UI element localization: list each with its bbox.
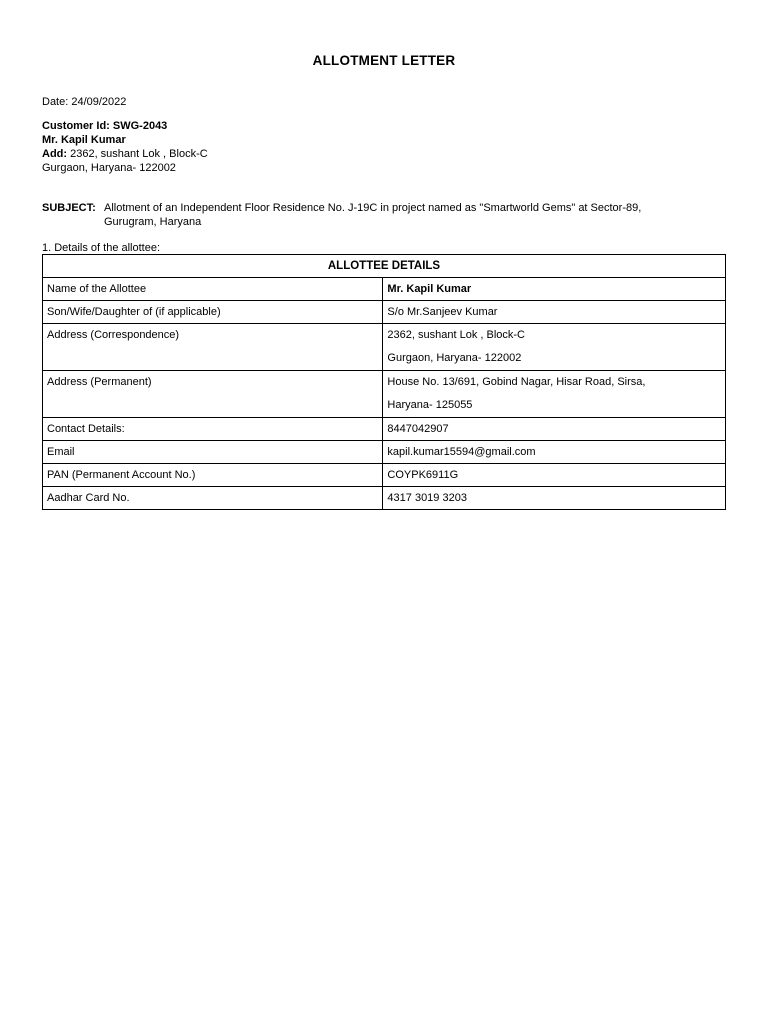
customer-address-line-1 <box>42 147 208 161</box>
subject-label: SUBJECT: <box>42 202 96 214</box>
row-value-line-1: House No. 13/691, Gobind Nagar, Hisar Road, Sirsa, <box>387 376 646 388</box>
row-value-multiline <box>383 371 726 418</box>
table-header: ALLOTTEE DETAILS <box>43 255 726 278</box>
row-label: Email <box>43 441 383 464</box>
table-row <box>43 324 726 371</box>
customer-id: Customer Id: SWG-2043 <box>42 120 168 132</box>
subject-text-line-1: Allotment of an Independent Floor Residence No. J-19C in project named as "Smartworld Gems" at Sector-89, <box>104 202 642 214</box>
table-row <box>43 301 726 324</box>
row-label: Name of the Allottee <box>43 278 383 301</box>
row-label: PAN (Permanent Account No.) <box>43 464 383 487</box>
document-title: ALLOTMENT LETTER <box>312 53 456 68</box>
row-label: Address (Permanent) <box>43 371 383 418</box>
row-value: 4317 3019 3203 <box>383 487 726 510</box>
allottee-details-table <box>42 254 726 510</box>
table-row <box>43 464 726 487</box>
section-heading: 1. Details of the allottee: <box>42 242 161 254</box>
row-value: S/o Mr.Sanjeev Kumar <box>383 301 726 324</box>
address-value: 2362, sushant Lok , Block-C <box>67 148 208 160</box>
date-line: Date: 24/09/2022 <box>42 96 127 108</box>
row-value-line-2: Gurgaon, Haryana- 122002 <box>387 352 522 364</box>
row-label: Contact Details: <box>43 418 383 441</box>
table-row <box>43 487 726 510</box>
subject-text <box>104 201 724 229</box>
row-value: COYPK6911G <box>383 464 726 487</box>
row-label: Son/Wife/Daughter of (if applicable) <box>43 301 383 324</box>
table-row <box>43 441 726 464</box>
row-value-line-1: 2362, sushant Lok , Block-C <box>387 329 525 341</box>
row-value: kapil.kumar15594@gmail.com <box>383 441 726 464</box>
table-header-row <box>43 255 726 278</box>
row-value: 8447042907 <box>383 418 726 441</box>
row-value: Mr. Kapil Kumar <box>383 278 726 301</box>
row-value-multiline <box>383 324 726 371</box>
customer-name: Mr. Kapil Kumar <box>42 134 126 146</box>
customer-address-line-2: Gurgaon, Haryana- 122002 <box>42 162 176 174</box>
table-row <box>43 418 726 441</box>
table-row <box>43 278 726 301</box>
row-label: Aadhar Card No. <box>43 487 383 510</box>
row-label: Address (Correspondence) <box>43 324 383 371</box>
subject-text-line-2: Gurugram, Haryana <box>104 216 202 228</box>
address-label: Add: <box>42 148 68 160</box>
table-row <box>43 371 726 418</box>
row-value-line-2: Haryana- 125055 <box>387 399 473 411</box>
